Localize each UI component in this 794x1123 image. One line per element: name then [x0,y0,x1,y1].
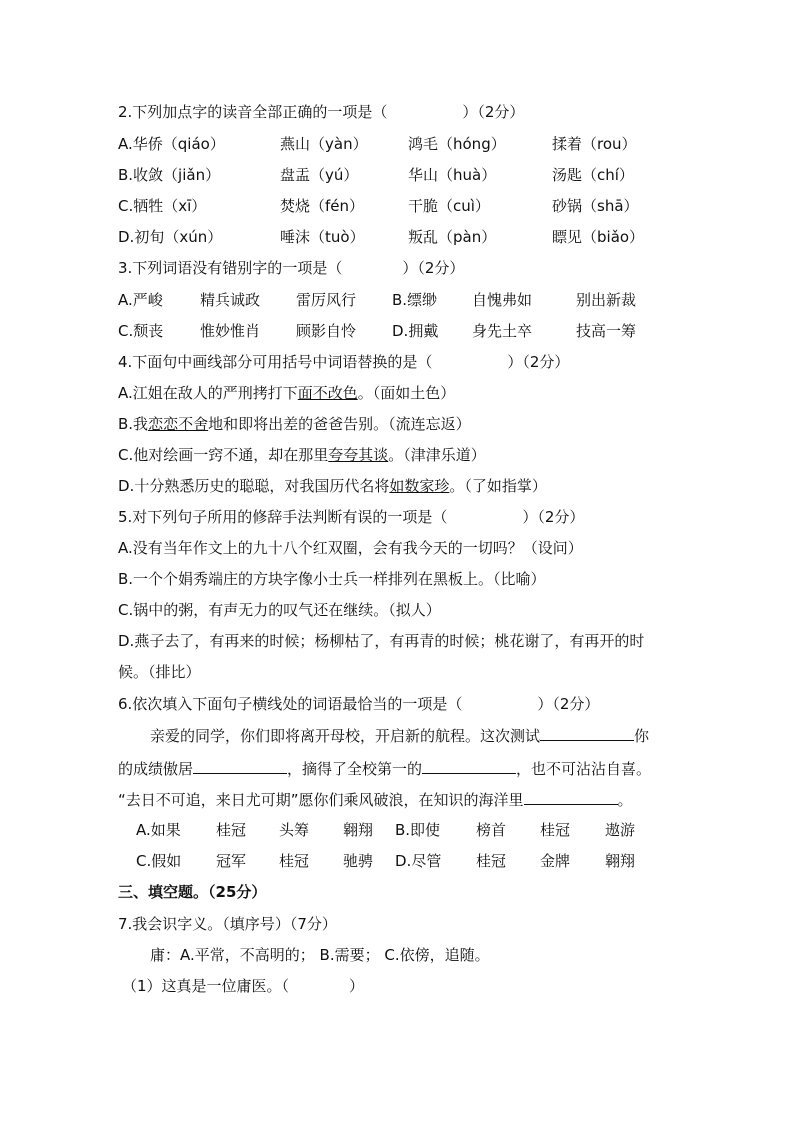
option-cell: B.收敛（jiǎn） [118,166,221,184]
underlined-phrase: 面不改色 [297,384,358,402]
option-text: D.十分熟悉历史的聪聪，对我国历代名将 [118,477,390,495]
option-cell: 惟妙惟肖 [200,322,261,340]
option-cell: 焚烧（fén） [280,197,365,215]
underlined-phrase: 夸夸其谈 [328,446,389,464]
option-cell: 金牌 [540,852,571,870]
option-cell: A.如果 [136,821,181,839]
option-cell: C.牺牲（xī） [118,197,207,215]
option-cell: D.尽管 [395,852,442,870]
option-cell: 驰骋 [343,852,374,870]
fill-blank [193,759,287,774]
option-text: 地和即将出差的爸爸告别。（流连忘返） [208,415,471,433]
passage-text: ，摘得了全校第一的 [287,760,423,778]
option-cell: 翱翔 [605,852,636,870]
q5-stem: 5.对下列句子所用的修辞手法判断有误的一项是（ ）（2分） [118,508,585,526]
option-cell: 桂冠 [216,821,247,839]
fill-blank [540,726,634,741]
passage-text: 的成绩傲居 [118,760,194,778]
option-cell: 桂冠 [540,821,571,839]
fill-blank [422,759,516,774]
fill-blank [524,790,618,805]
passage-text: “去日不可追，来日尤可期”愿你们乘风破浪，在知识的海洋里 [118,791,524,809]
q6-stem: 6.依次填入下面句子横线处的词语最恰当的一项是（ ）（2分） [118,695,600,713]
option-cell: 冠军 [216,852,247,870]
option-cell: A.华侨（qiáo） [118,135,225,153]
passage-text: 。 [617,791,633,809]
option-text: B.我 [118,415,149,433]
option-cell: A.严峻 [118,291,163,309]
option-cell: 遨游 [605,821,636,839]
option-cell: 鸿毛（hóng） [408,135,506,153]
option-cell: C.假如 [136,852,182,870]
option-cell: 榜首 [476,821,507,839]
passage-text: ，也不可沾沾自喜。 [516,760,652,778]
underlined-phrase: 如数家珍 [389,477,450,495]
q2-stem: 2.下列加点字的读音全部正确的一项是（ ）（2分） [118,103,525,121]
passage-text: 你 [634,727,650,745]
option-cell: 盘盂（yú） [280,166,359,184]
option-cell: 燕山（yàn） [280,135,368,153]
option-text: A.江姐在敌人的严刑拷打下 [118,384,298,402]
q7-definition: 庸：A.平常，不高明的； B.需要； C.依傍，追随。 [150,946,490,964]
option-cell: 技高一筹 [576,322,637,340]
option-cell: 身先土卒 [472,322,533,340]
option-cell: 揉着（rou） [552,135,637,153]
option-text: C.他对绘画一窍不通，却在那里 [118,446,329,464]
option-cell: 砂锅（shā） [552,197,639,215]
option-cell: 别出新裁 [576,291,637,309]
passage-text: 亲爱的同学，你们即将离开母校，开启新的航程。这次测试 [150,727,541,745]
option-cell: 顾影自怜 [296,322,357,340]
option-cell: 桂冠 [279,852,310,870]
q7-sentence-1: （1）这真是一位庸医。（ ） [122,977,365,995]
q5-option-d-line2: 候。（排比） [118,663,201,681]
q4-stem: 4.下面句中画线部分可用括号中词语替换的是（ ）（2分） [118,353,570,371]
q5-option-c: C.锅中的粥，有声无力的叹气还在继续。（拟人） [118,601,441,619]
option-cell: 瞟见（biǎo） [552,228,645,246]
option-cell: B.即使 [395,821,441,839]
option-cell: 桂冠 [476,852,507,870]
q5-option-a: A.没有当年作文上的九十八个红双圈，会有我今天的一切吗？（设问） [118,539,583,557]
option-cell: C.颓丧 [118,322,164,340]
underlined-phrase: 恋恋不舍 [148,415,209,433]
option-cell: D.初旬（xún） [118,228,223,246]
q4-option-c [118,445,704,465]
q6-passage-line1 [150,726,704,746]
option-cell: 自愧弗如 [472,291,533,309]
option-cell: 干脆（cuì） [408,197,490,215]
option-cell: 华山（huà） [408,166,497,184]
q6-passage-line3 [118,790,704,810]
option-cell: B.缥缈 [392,291,438,309]
section-heading: 三、填空题。（25分） [118,883,267,901]
q7-stem: 7.我会识字义。（填序号）（7分） [118,915,337,933]
q6-passage-line2 [118,759,704,779]
q4-option-b [118,414,704,434]
q5-option-d-line1: D.燕子去了，有再来的时候；杨柳枯了，有再青的时候；桃花谢了，有再开的时 [118,632,645,650]
option-text: 。（了如指掌） [449,477,547,495]
option-cell: D.拥戴 [392,322,439,340]
option-cell: 翱翔 [343,821,374,839]
q5-option-b: B.一个个娟秀端庄的方块字像小士兵一样排列在黑板上。（比喻） [118,570,546,588]
option-cell: 唾沫（tuò） [280,228,365,246]
option-cell: 精兵诚政 [200,291,261,309]
q4-option-a [118,383,704,403]
q3-stem: 3.下列词语没有错别字的一项是（ ）（2分） [118,259,465,277]
q4-option-d [118,476,704,496]
option-text: 。（津津乐道） [388,446,486,464]
option-cell: 叛乱（pàn） [408,228,497,246]
option-cell: 头筹 [279,821,310,839]
option-cell: 雷厉风行 [296,291,357,309]
option-text: 。（面如土色） [357,384,456,402]
option-cell: 汤匙（chí） [552,166,634,184]
